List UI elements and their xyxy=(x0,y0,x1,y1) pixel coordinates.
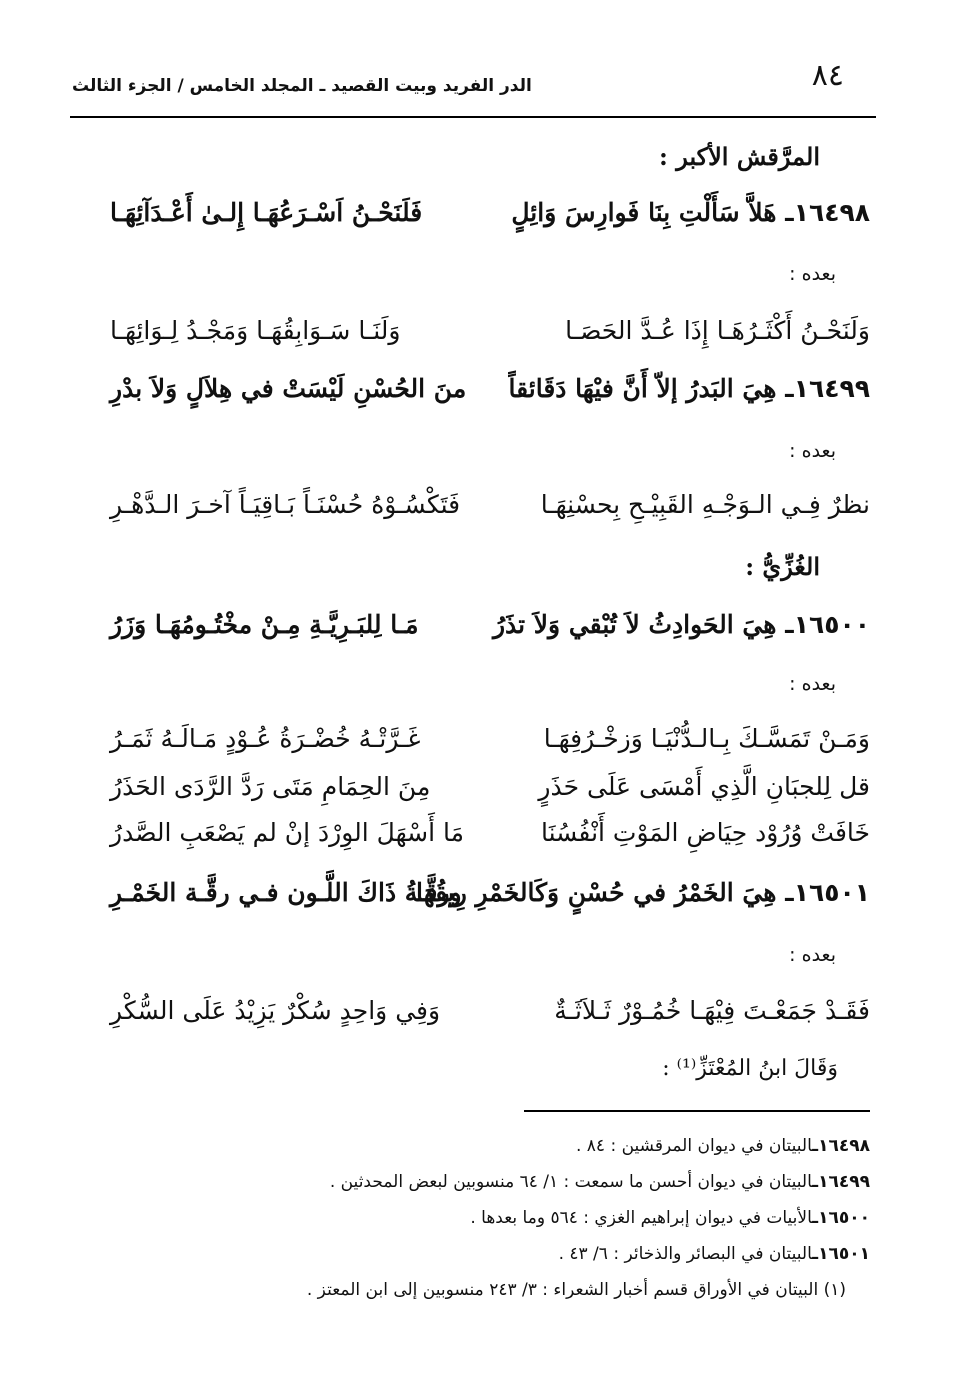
closing-line: وَقَالَ ابنُ المُعْتَزِّ⁽¹⁾ : xyxy=(662,1056,838,1081)
verse xyxy=(110,724,870,768)
verse-first-hemistich: فَقَـدْ جَمَعْـتَ فِيْهَـا خُمُـوْرٌ ثَـلاَثَـةٌ xyxy=(554,996,870,1025)
after-note: بعده : xyxy=(789,944,836,966)
verse-first-hemistich: نظرٌ فِـي الـوَجْـهِ القَبِيْـحِ بِحسْنِهَـا xyxy=(540,490,870,519)
footnote: ١٦٤٩٩ـالبيتان في ديوان أحسن ما سمعت : ١/ ٦٤ منسوبين لبعض المحدثين . xyxy=(329,1172,870,1192)
verse-second-hemistich: مِنَ الحِمَامِ مَتَى رَدَّ الرَّدَى الحَذَرُ xyxy=(110,772,431,801)
after-note: بعده : xyxy=(789,440,836,462)
verse-first-hemistich: ١٦٥٠٠ـ هِيَ الحَوادِثُ لاَ تُبْقي وَلاَ تذَرُ xyxy=(492,610,870,639)
verse-number: ١٦٤٩٩ـ xyxy=(785,374,870,403)
verse-second-hemistich: وَفِي وَاحِدٍ سُكْرٌ يَزِيْدُ عَلَى السُّكْرِ xyxy=(110,996,441,1025)
verse xyxy=(110,772,870,816)
verse xyxy=(110,316,870,360)
after-note: بعده : xyxy=(789,263,836,285)
verse-first-hemistich: وَمَـنْ تَمَسَّـكَ بِـالـدُّنْيَـا وَزخْـرُفِهَـا xyxy=(543,724,870,753)
footnote: ١٦٥٠١ـالبيتان في البصائر والذخائر : ٦/ ٤٣ . xyxy=(558,1244,870,1264)
footnote: ١٦٥٠٠ـالأبيات في ديوان إبراهيم الغزي : ٥٦٤ وما بعدها . xyxy=(470,1208,870,1228)
poet-heading: الغُزِّيُّ : xyxy=(745,552,820,581)
verse xyxy=(110,996,870,1040)
page-number: ٨٤ xyxy=(811,58,844,93)
verse-16498 xyxy=(110,198,870,242)
verse-second-hemistich: غَـرَّتْـهُ خُضْـرَةُ عُـوْدٍ مَـالَـهُ ثَمَـرُ xyxy=(110,724,421,753)
verse-first-hemistich: وَلَنَحْـنُ أَكْثَـرُهَـا إِذَا عُـدَّ الحَصَـا xyxy=(565,316,870,345)
verse-first-hemistich: ١٦٤٩٩ـ هِيَ البَدرُ إلاّ أَنَّ فيْهَا دَقَائقاً xyxy=(508,374,870,403)
verse-second-hemistich: مَـا لِلبَـرِيَّـةِ مِـنْ مخْتُـومُهَـا وَزَرُ xyxy=(110,610,419,639)
running-title: الدر الفريد وبيت القصيد ـ المجلد الخامس / الجزء الثالث xyxy=(72,76,532,96)
verse-number: ١٦٥٠٠ـ xyxy=(785,610,870,639)
page-header xyxy=(72,58,872,98)
verse-number: ١٦٥٠١ـ xyxy=(785,878,870,907)
verse-number: ١٦٤٩٨ـ xyxy=(785,198,870,227)
verse-second-hemistich: منَ الحُسْنِ لَيْسَتْ في هِلاَلٍ وَلاَ بدْرِ xyxy=(110,374,467,403)
verse-first-hemistich: ١٦٤٩٨ـ هَلاَّ سَأَلْتِ بِنَا فَوارِسَ وَائِلٍ xyxy=(511,198,870,227)
footnote: ١٦٤٩٨ـالبيتان في ديوان المرقشين : ٨٤ . xyxy=(575,1136,870,1156)
verse-second-hemistich: فَلَنَحْـنُ اَسْـرَعُهَـا إِلـىٰ أَعْـدَآئِهَـا xyxy=(110,198,423,227)
verse xyxy=(110,490,870,534)
verse-second-hemistich: مَا أَسْهَلَ الوِرْدَ إنْ لم يَصْعَبِ الصَّدرُ xyxy=(110,818,464,847)
verse-first-hemistich: خَافَتْ وُرُوْد حِيَاضِ المَوْتِ أَنْفُسُنَا xyxy=(540,818,870,847)
verse-second-hemistich: وَلَنَـا سَـوَابِقُهَـا وَمَجْـدُ لِـوَائِهَـا xyxy=(110,316,401,345)
verse-first-hemistich: ١٦٥٠١ـ هِيَ الخَمْرُ في حُسْنٍ وَكَالخَمْرِ رِيقُهَا xyxy=(415,878,870,907)
verse-16501 xyxy=(110,878,870,922)
verse-16499 xyxy=(110,374,870,418)
verse-16500 xyxy=(110,610,870,654)
after-note: بعده : xyxy=(789,673,836,695)
verse xyxy=(110,818,870,862)
verse-second-hemistich: فَتَكْسُـوْهُ حُسْنَـاً بَـاقِيَـاً آخـرَ الـدَّهْـرِ xyxy=(110,490,461,519)
header-divider xyxy=(70,116,876,118)
footnote: (١) البيتان في الأوراق قسم أخبار الشعراء : ٣/ ٢٤٣ منسوبين إلى ابن المعتز . xyxy=(306,1280,846,1300)
verse-second-hemistich: ورقَّـةُ ذَاكَ اللَّـون فـي رقَّـة الخَمْـرِ xyxy=(110,878,462,907)
poet-heading: المرَّقش الأكبر : xyxy=(658,142,820,171)
verse-first-hemistich: قل لِلجبَانِ الَّذِي أَمْسَى عَلَى حَذَرٍ xyxy=(538,772,870,801)
footnote-divider xyxy=(524,1110,870,1112)
